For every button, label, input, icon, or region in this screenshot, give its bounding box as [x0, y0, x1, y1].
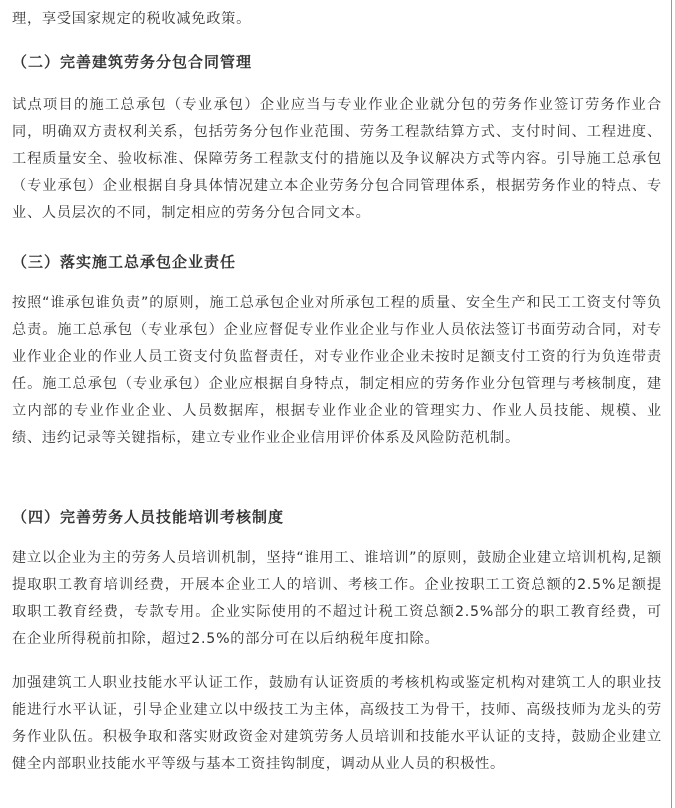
intro-tail-text: 理，享受国家规定的税收减免政策。: [12, 11, 252, 27]
section-2-heading: （二）完善建筑劳务分包合同管理: [12, 53, 253, 71]
section-2-paragraph: 试点项目的施工总承包（专业承包）企业应当与专业作业企业就分包的劳务作业签订劳务作业合同，明确双方责权利关系，包括劳务分包作业范围、劳务工程款结算方式、支付时间、工程进度、工程质量安全、验收标准、保障劳务工程款支付的措施以及争议解决方式等内容。引导施工总承包（专业承包）企业根据自身具体情况建立本企业劳务分包合同管理体系，根据劳务作业的特点、专业、人员层次的不同，制定相应的劳务分包合同文本。: [12, 97, 662, 221]
section-4-paragraph-2: 加强建筑工人职业技能水平认证工作，鼓励有认证资质的考核机构或鉴定机构对建筑工人的职业技能进行水平认证，引导企业建立以中级技工为主体，高级技工为骨干，技师、高级技师为龙头的劳务作业队伍。积极争取和落实财政资金对建筑劳务人员培训和技能水平认证的支持，鼓励企业建立健全内部职业技能水平等级与基本工资挂钩制度，调动从业人员的积极性。: [12, 675, 662, 772]
section-3-heading: （三）落实施工总承包企业责任: [12, 253, 237, 271]
section-4-paragraph-1: 建立以企业为主的劳务人员培训机制，坚持“谁用工、谁培训”的原则，鼓励企业建立培训机构,足额提取职工教育培训经费，开展本企业工人的培训、考核工作。企业按职工工资总额的2.5%足额提取职工教育经费，专款专用。企业实际使用的不超过计税工资总额2.5%部分的职工教育经费，可在企业所得税前扣除，超过2.5%的部分可在以后纳税年度扣除。: [12, 550, 662, 647]
section-3-paragraph: 按照“谁承包谁负责”的原则，施工总承包企业对所承包工程的质量、安全生产和民工工资支付等负总责。施工总承包（专业承包）企业应督促专业作业企业与作业人员依法签订书面劳动合同，对专业作业企业的作业人员工资支付负监督责任，对专业作业企业未按时足额支付工资的行为负连带责任。施工总承包（专业承包）企业应根据自身特点，制定相应的劳务作业分包管理与考核制度，建立内部的专业作业企业、人员数据库，根据专业作业企业的管理实力、作业人员技能、规模、业绩、违约记录等关键指标，建立专业作业企业信用评价体系及风险防范机制。: [12, 295, 662, 446]
section-4-heading: （四）完善劳务人员技能培训考核制度: [12, 508, 285, 526]
